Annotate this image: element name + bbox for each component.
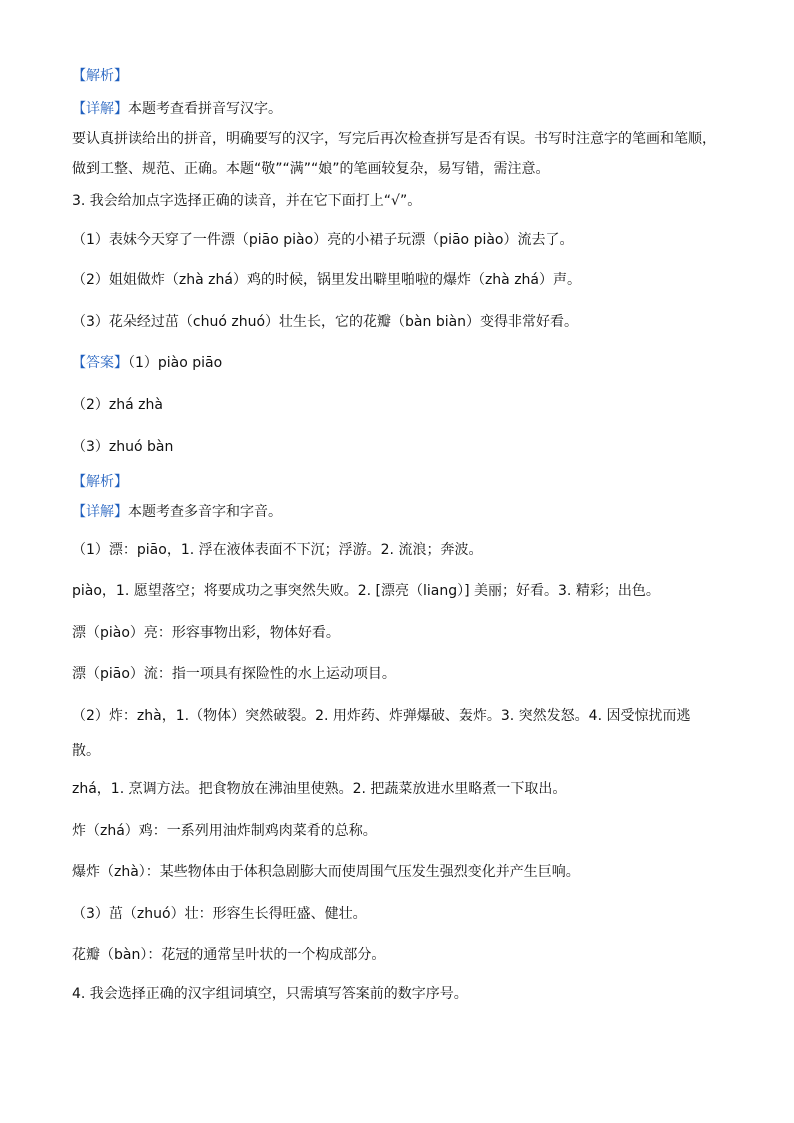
explanation-line: 漂（piāo）流：指一项具有探险性的水上运动项目。 <box>72 666 396 682</box>
explanation-line: 炸（zhá）鸡：一系列用油炸制鸡肉菜肴的总称。 <box>72 823 377 839</box>
explanation-line: （1）漂：piāo，1. 浮在液体表面不下沉；浮游。2. 流浪；奔波。 <box>72 542 483 558</box>
question-3-item-3: （3）花朵经过茁（chuó zhuó）壮生长，它的花瓣（bàn biàn）变得非常好看。 <box>72 314 579 330</box>
detail-tag: 【详解】 <box>72 101 128 117</box>
explanation-line: zhá，1. 烹调方法。把食物放在沸油里使熟。2. 把蔬菜放进水里略煮一下取出。 <box>72 781 567 797</box>
question-4-title: 4. 我会选择正确的汉字组词填空，只需填写答案前的数字序号。 <box>72 986 468 1002</box>
explanation-line: （2）炸：zhà，1.（物体）突然破裂。2. 用炸药、炸弹爆破、轰炸。3. 突然发怒。4. 因受惊扰而逃 <box>72 708 691 724</box>
answer-tag: 【答案】 <box>72 355 128 371</box>
explanation-line: 爆炸（zhà）：某些物体由于体积急剧膨大而使周围气压发生强烈变化并产生巨响。 <box>72 864 580 880</box>
analysis-heading <box>72 472 732 492</box>
detail-tag: 【详解】 <box>72 504 128 520</box>
explanation-line: 散。 <box>72 743 100 759</box>
detail-line: 【详解】本题考查多音字和字音。 <box>72 504 282 520</box>
explanation-line: piào，1. 愿望落空；将要成功之事突然失败。2. [漂亮（liang）] 美丽；好看。3. 精彩；出色。 <box>72 583 660 599</box>
paragraph-line: 做到工整、规范、正确。本题“敬”“满”“娘”的笔画较复杂，易写错，需注意。 <box>72 161 550 177</box>
question-3-item-1: （1）表妹今天穿了一件漂（piāo piào）亮的小裙子玩漂（piāo piào）流去了。 <box>72 232 574 248</box>
answer-line: （2）zhá zhà <box>72 397 163 413</box>
explanation-line: 漂（piào）亮：形容事物出彩，物体好看。 <box>72 625 340 641</box>
question-3-title: 3. 我会给加点字选择正确的读音，并在它下面打上“√”。 <box>72 193 422 209</box>
question-3-item-2: （2）姐姐做炸（zhà zhá）鸡的时候，锅里发出噼里啪啦的爆炸（zhà zhá）声。 <box>72 272 582 288</box>
detail-line: 【详解】本题考查看拼音写汉字。 <box>72 101 282 117</box>
analysis-heading <box>72 66 732 86</box>
analysis-tag: 【解析】 <box>72 68 128 84</box>
explanation-line: 花瓣（bàn）：花冠的通常呈叶状的一个构成部分。 <box>72 947 386 963</box>
explanation-line: （3）茁（zhuó）壮：形容生长得旺盛、健壮。 <box>72 906 367 922</box>
paragraph-line: 要认真拼读给出的拼音，明确要写的汉字，写完后再次检查拼写是否有误。书写时注意字的笔画和笔顺， <box>72 131 716 147</box>
answer-line: 【答案】（1）piào piāo <box>72 355 223 371</box>
answer-line: （3）zhuó bàn <box>72 439 174 455</box>
analysis-tag: 【解析】 <box>72 474 128 490</box>
